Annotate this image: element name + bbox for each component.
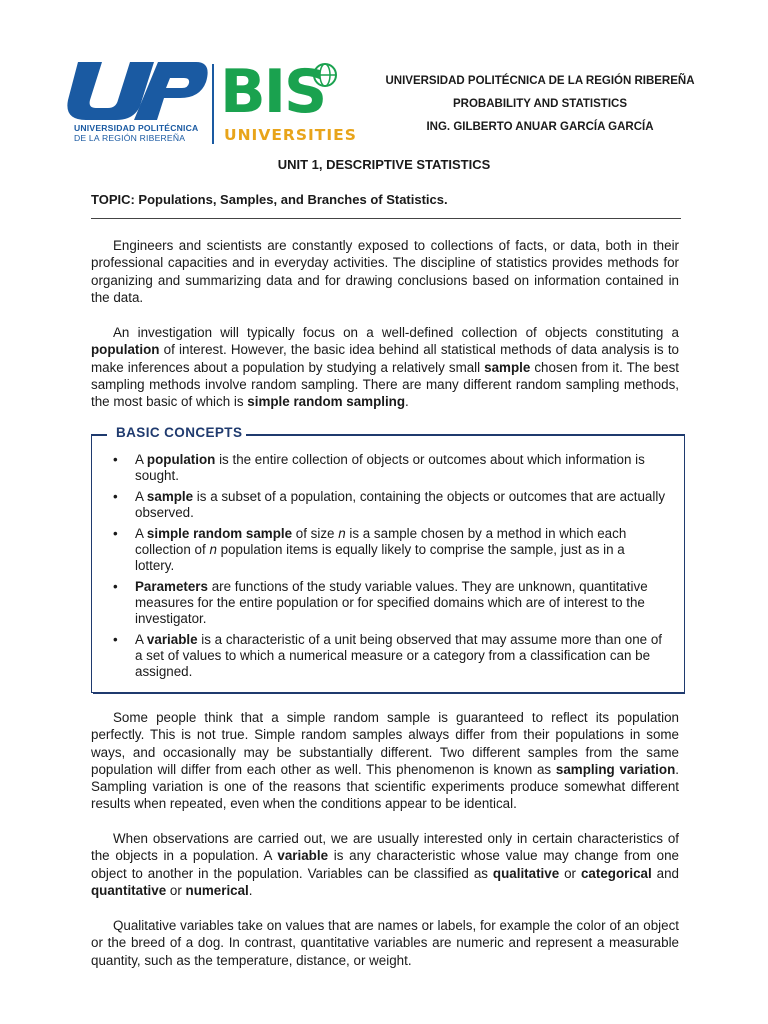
- paragraph-variables: When observations are carried out, we are usually interested only in certain characteristics of the objects in a population. A variable is any characteristic whose value may change from one object to another in the population. Variables can be classified as qualitative or categorical and quantitative or numerical.: [91, 831, 680, 898]
- bullet-icon: •: [113, 632, 118, 647]
- instructor-name: ING. GILBERTO ANUAR GARCÍA GARCÍA: [426, 121, 654, 133]
- basic-concepts-list: [113, 452, 665, 685]
- bullet-icon: •: [113, 526, 118, 541]
- paragraph-qualitative: Qualitative variables take on values that are names or labels, for example the color of an object or the breed of a dog. In contrast, quantitative variables are numeric and represent a measurable quantity, such as the temperature, distance, or weight.: [91, 918, 679, 968]
- university-name: UNIVERSIDAD POLITÉCNICA DE LA REGIÓN RIBEREÑA: [385, 75, 695, 87]
- list-item: • A variable is a characteristic of a unit being observed that may assume more than one of a set of values to which a numerical measure or a category from a classification can be assigned.: [113, 632, 663, 679]
- document-header: [350, 70, 730, 139]
- list-item: • A population is the entire collection of objects or outcomes about which information is sought.: [113, 452, 645, 483]
- bullet-icon: •: [113, 489, 118, 504]
- list-item: • A simple random sample of size n is a sample chosen by a method in which each collection of n population items is equally likely to comprise the sample, just as in a lottery.: [113, 526, 627, 573]
- topic-divider: [91, 218, 681, 219]
- paragraph-population: An investigation will typically focus on a well-defined collection of objects constituting a population of interest. However, the basic idea behind all statistical methods of data analysis is to make inferences about a population by studying a relatively small sample chosen from it. The best sampling methods involve random sampling. There are many different random sampling methods, the most basic of which is simple random sampling.: [91, 325, 679, 410]
- list-item: • Parameters are functions of the study variable values. They are unknown, quantitative measures for the entire population or for specified domains which are of interest to the investigator.: [113, 579, 648, 626]
- bis-logo-text: BIS: [220, 57, 326, 127]
- course-name: PROBABILITY AND STATISTICS: [453, 98, 627, 110]
- bullet-icon: •: [113, 579, 118, 594]
- concepts-box-shadow: [93, 692, 685, 694]
- paragraph-intro: Engineers and scientists are constantly exposed to collections of facts, or data, both in their professional capacities and in everyday activities. The discipline of statistics provides methods for organizing and summarizing data and for drawing conclusions based on information contained in the data.: [91, 238, 679, 305]
- topic-heading: TOPIC: Populations, Samples, and Branches of Statistics.: [91, 192, 448, 207]
- unit-title: UNIT 1, DESCRIPTIVE STATISTICS: [277, 157, 491, 172]
- logo-area: [60, 56, 357, 148]
- paragraph-sampling-variation: Some people think that a simple random sample is guaranteed to reflect its population perfectly. This is not true. Simple random samples always differ from their populations in some ways, and occasionally may be substantially different. Two different samples from the same population will differ from each other as well. This phenomenon is known as sampling variation. Sampling variation is one of the reasons that scientific experiments produce somewhat different results when repeated, even when the conditions appear to be identical.: [91, 710, 679, 812]
- list-item: • A sample is a subset of a population, containing the objects or outcomes that are actually observed.: [113, 489, 666, 520]
- bis-logo-subtitle: UNIVERSITIES: [224, 126, 357, 144]
- globe-icon: [312, 62, 338, 88]
- up-caption: UNIVERSIDAD POLITÉCNICA DE LA REGIÓN RIBEREÑA: [74, 123, 199, 143]
- bis-logo: [220, 57, 357, 148]
- basic-concepts-label: BASIC CONCEPTS: [116, 425, 243, 440]
- bullet-icon: •: [113, 452, 118, 467]
- logo-divider: [212, 64, 214, 144]
